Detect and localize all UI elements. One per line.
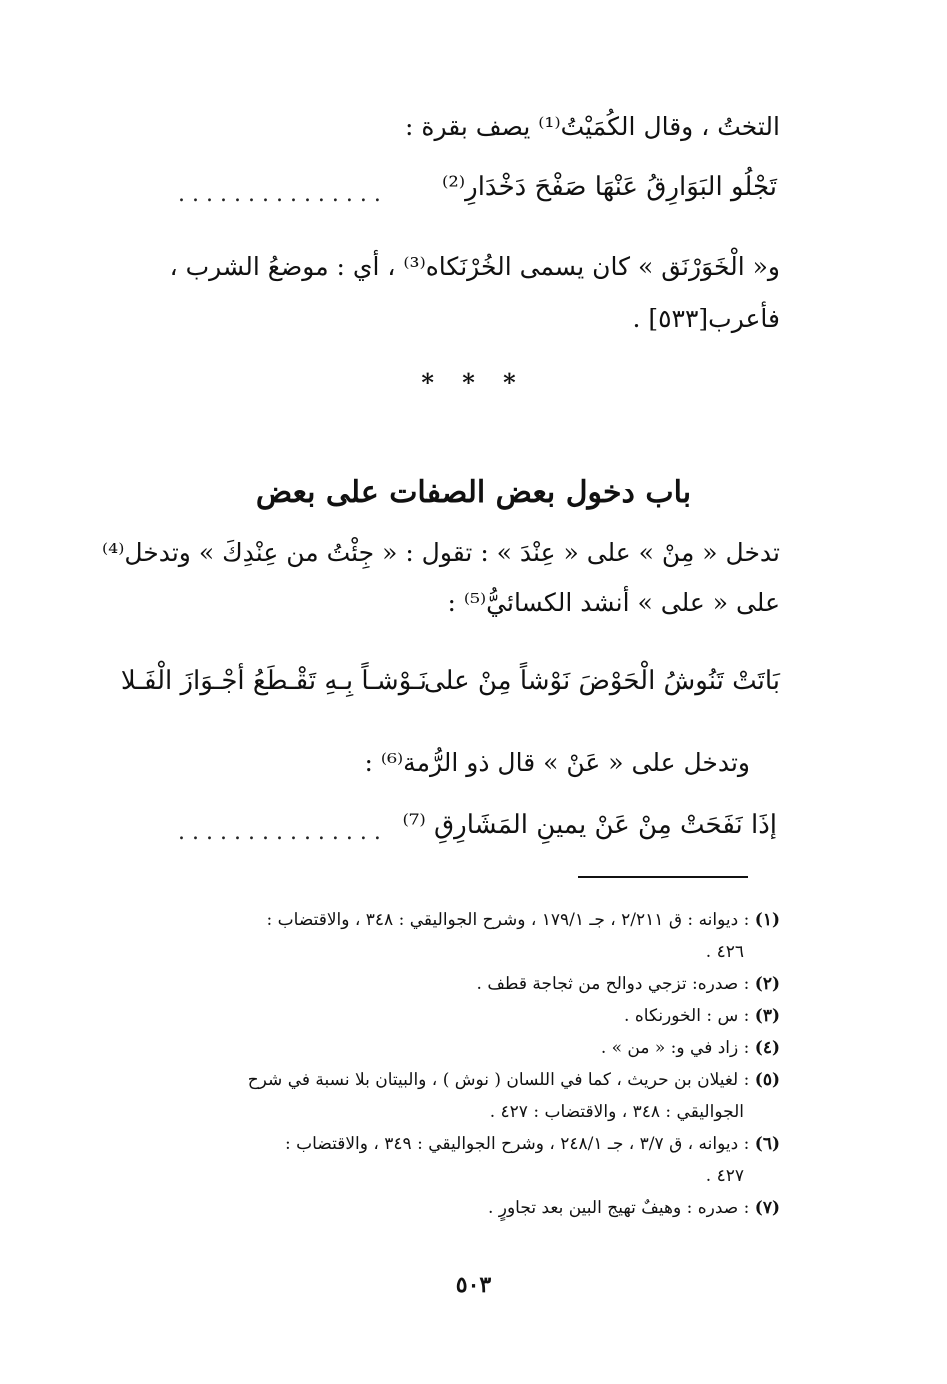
footnote-number: (٥) [754, 1070, 780, 1090]
text-line-3: فأعرب[٥٣٣] . [632, 304, 780, 333]
footnote-text: : صدره: تزجي دوالح من ثجاجة قطف . [476, 974, 750, 994]
footnote-text: : ديوانه ، ق ٣/٧ ، جـ ٢٤٨/١ ، وشرح الجواليقي : ٣٤٩ ، والاقتضاب : [285, 1134, 750, 1154]
paragraph-line-2: على « على » أنشد الكسائيُّ⁽⁵⁾ : [447, 588, 780, 617]
section-separator: * * * [421, 368, 526, 397]
footnote-number: (٤) [754, 1038, 780, 1058]
footnote-list [120, 904, 780, 1224]
footnote-item [120, 968, 780, 1000]
verse-hemistich-left: نَـوْشـاً بِـهِ تَقْـطَعُ أجْـوَازَ الْفَـلا [120, 666, 427, 696]
footnote-text: : س : الخورنكاه . [624, 1006, 750, 1026]
footnote-item [120, 1064, 780, 1128]
footnote-continuation: ٤٢٦ . [705, 942, 744, 962]
footnote-text: : صدره : وهيفٌ تهيج البين بعد تجاورٍ . [487, 1198, 750, 1218]
footnote-item [120, 1192, 780, 1224]
section-title: باب دخول بعض الصفات على بعض [255, 475, 692, 510]
footnote-item [120, 904, 780, 968]
text-line-2: و« الْخَوَرْنَق » كان يسمى الخُرْنَكاه⁽³⁾ ، أي : موضعُ الشرب ، [169, 252, 780, 281]
footnote-number: (٢) [754, 974, 780, 994]
text-line-1: التختُ ، وقال الكُمَيْتُ⁽¹⁾ يصف بقرة : [404, 112, 780, 141]
verse-line-1: تَجْلُو البَوَارِقُ عَنْهَا صَفْحَ دَخْدَارِ⁽²⁾ [441, 172, 777, 202]
footnote-number: (٣) [754, 1006, 780, 1026]
verse-ellipsis-2: ............... [178, 820, 388, 845]
footnote-continuation: الجواليقي : ٣٤٨ ، والاقتضاب : ٤٢٧ . [489, 1102, 744, 1122]
paragraph-line-3: وتدخل على « عَنْ » قال ذو الرُّمة⁽⁶⁾ : [364, 748, 750, 777]
paragraph-line-1: تدخل « مِنْ » على « عِنْدَ » : تقول : « جِئْتُ من عِنْدِكَ » وتدخل⁽⁴⁾ [102, 538, 780, 567]
footnote-item [120, 1128, 780, 1192]
footnote-number: (٦) [754, 1134, 780, 1154]
verse-ellipsis-1: ............... [178, 182, 388, 207]
footnote-continuation: ٤٢٧ . [705, 1166, 744, 1186]
footnote-text: : ديوانه : ق ٢/٢١١ ، جـ ١٧٩/١ ، وشرح الجواليقي : ٣٤٨ ، والاقتضاب : [266, 910, 750, 930]
footnote-number: (٧) [754, 1198, 780, 1218]
verse-hemistich-right: بَاتَتْ تَنُوشُ الْحَوْضَ نَوْشاً مِنْ على [423, 666, 780, 696]
footnote-number: (١) [754, 910, 780, 930]
footnote-text: : لغيلان بن حريث ، كما في اللسان ( نوش ) ، والبيتان بلا نسبة في شرح [247, 1070, 750, 1090]
footnote-text: : زاد في و: « من » . [600, 1038, 750, 1058]
page-number: ٥٠٣ [455, 1272, 492, 1298]
footnote-item [120, 1032, 780, 1064]
footnote-item [120, 1000, 780, 1032]
verse-line-2: إذَا نَفَحَتْ مِنْ عَنْ يمينِ المَشَارِقِ ⁽⁷⁾ [402, 810, 777, 840]
footnote-divider [578, 876, 748, 878]
